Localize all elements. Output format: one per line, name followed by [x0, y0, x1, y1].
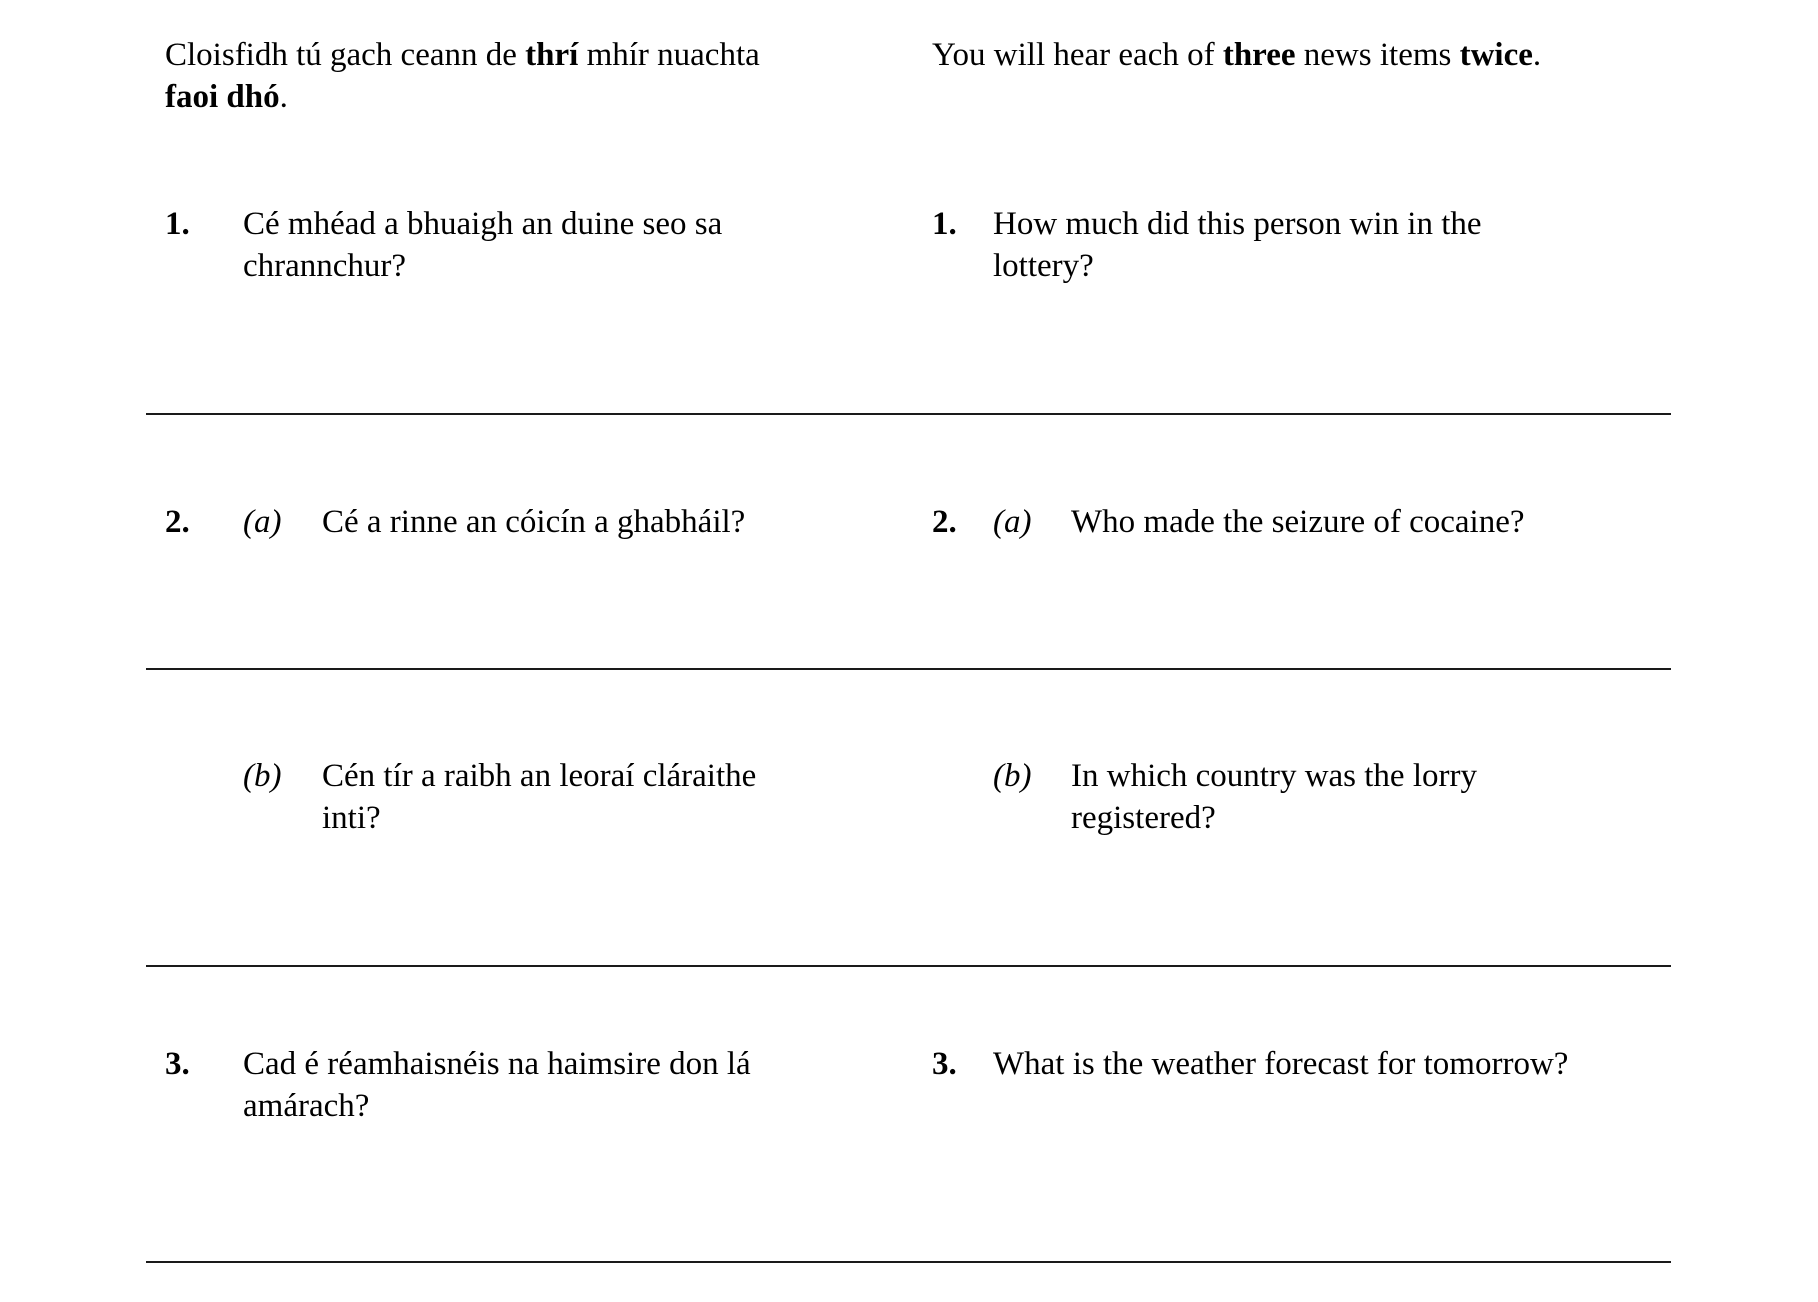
answer-line-2b[interactable] [146, 965, 1671, 967]
instr-irish-bold-three: thrí [525, 37, 579, 73]
question-number: 2. [165, 504, 190, 540]
instr-english-bold-three: three [1222, 37, 1296, 73]
instr-irish-text: Cloisfidh tú gach ceann de [165, 37, 526, 73]
question-text-line2: chrannchur? [243, 248, 407, 284]
sub-question-label: (b) [993, 758, 1032, 794]
question-number: 1. [932, 206, 957, 242]
sub-question-label: (a) [243, 504, 282, 540]
question-text-line2: registered? [1071, 800, 1216, 836]
question-number: 3. [165, 1046, 190, 1082]
instructions-english [932, 34, 1541, 76]
question-text-line2: amárach? [243, 1088, 370, 1124]
answer-line-3[interactable] [146, 1261, 1671, 1263]
question-text-line1: How much did this person win in the [993, 206, 1482, 242]
question-text-line1: Cé mhéad a bhuaigh an duine seo sa [243, 206, 723, 242]
instr-irish-text-2: mhír nuachta [578, 37, 760, 73]
question-text-line2: lottery? [993, 248, 1094, 284]
answer-line-1[interactable] [146, 413, 1671, 415]
question-number: 2. [932, 504, 957, 540]
question-text-line1: What is the weather forecast for tomorrow? [993, 1046, 1569, 1082]
instr-english-bold-twice: twice [1459, 37, 1533, 73]
question-text-line2: inti? [322, 800, 381, 836]
instr-english-period: . [1532, 37, 1542, 73]
question-text-line1: Who made the seizure of cocaine? [1071, 504, 1525, 540]
question-number: 3. [932, 1046, 957, 1082]
instr-english-text: You will hear each of [932, 37, 1223, 73]
question-text-line1: Cé a rinne an cóicín a ghabháil? [322, 504, 746, 540]
instr-irish-bold-twice: faoi dhó [165, 79, 280, 115]
instr-irish-period: . [279, 79, 288, 115]
instr-english-text-2: news items [1295, 37, 1460, 73]
question-text-line1: In which country was the lorry [1071, 758, 1477, 794]
answer-line-2a[interactable] [146, 668, 1671, 670]
sub-question-label: (b) [243, 758, 282, 794]
question-text-line1: Cad é réamhaisnéis na haimsire don lá [243, 1046, 751, 1082]
question-text-line1: Cén tír a raibh an leoraí cláraithe [322, 758, 757, 794]
question-number: 1. [165, 206, 190, 242]
instructions-irish [165, 34, 760, 118]
sub-question-label: (a) [993, 504, 1032, 540]
